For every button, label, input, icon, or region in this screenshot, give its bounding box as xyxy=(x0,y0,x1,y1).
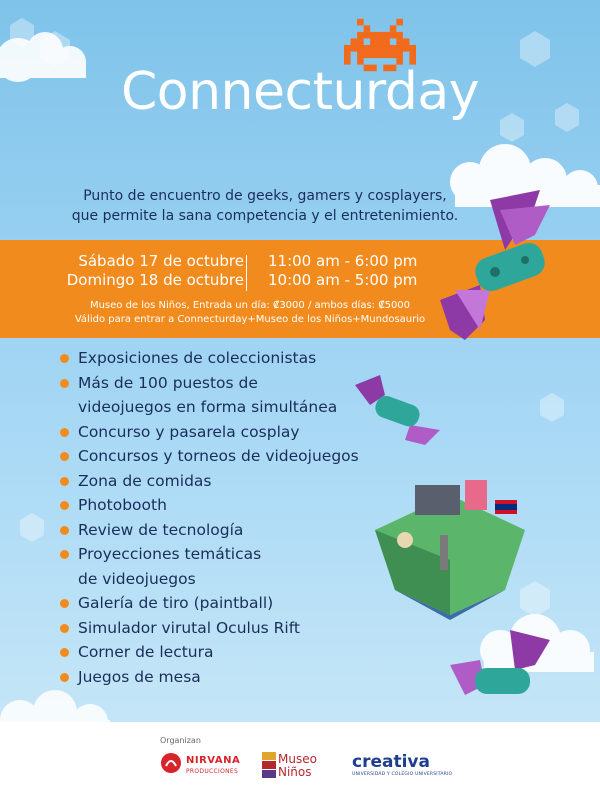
activity-item xyxy=(60,616,359,641)
activity-item xyxy=(60,469,359,494)
date-day2: Domingo 18 de octubre xyxy=(66,271,244,289)
intro-line-2: que permite la sana competencia y el entretenimiento. xyxy=(71,208,459,224)
bullet-dot-icon xyxy=(60,477,69,486)
nirvana-name: NIRVANA xyxy=(186,755,241,766)
activity-item xyxy=(60,371,359,420)
intro-line-1: Punto de encuentro de geeks, gamers y cosplayers, xyxy=(83,188,447,204)
schedule-dates xyxy=(54,252,244,290)
activity-label: Review de tecnología xyxy=(78,520,244,539)
activity-item xyxy=(60,591,359,616)
bullet-dot-icon xyxy=(60,354,69,363)
museo-line-1: Museo xyxy=(278,752,317,766)
venue-line-1: Museo de los Niños, Entrada un día: ₡3000 / ambos días: ₡5000 xyxy=(89,300,411,311)
activity-label: Simulador virutal Oculus Rift xyxy=(78,618,300,637)
activity-item xyxy=(60,542,359,591)
winged-gamepad-icon xyxy=(450,630,560,720)
activity-label: Concursos y torneos de videojuegos xyxy=(78,447,359,465)
time-day1: 11:00 am - 6:00 pm xyxy=(268,252,418,270)
event-title: Connecturday xyxy=(120,62,480,122)
activities-list xyxy=(60,346,359,689)
floating-island-icon xyxy=(355,460,545,620)
organizers-label: Organizan xyxy=(160,736,201,745)
activity-label: Más de 100 puestos de xyxy=(78,373,258,392)
bullet-dot-icon xyxy=(60,550,69,559)
bullet-dot-icon xyxy=(60,452,69,461)
bullet-dot-icon xyxy=(60,624,69,633)
activity-item xyxy=(60,665,359,690)
activity-label: Concurso y pasarela cosplay xyxy=(78,422,300,441)
activity-label: Zona de comidas xyxy=(78,471,212,490)
bullet-dot-icon xyxy=(60,379,69,388)
winged-gamepad-icon xyxy=(355,375,440,445)
venue-line-2: Válido para entrar a Connecturday+Museo de los Niños+Mundosaurio xyxy=(74,314,426,325)
activity-item xyxy=(60,493,359,518)
creativa-sub: UNIVERSIDAD Y COLEGIO UNIVERSITARIO xyxy=(352,772,453,777)
activity-label: Galería de tiro (paintball) xyxy=(78,594,274,612)
bullet-dot-icon xyxy=(60,501,69,510)
museo-logo-icon xyxy=(262,752,276,778)
bullet-dot-icon xyxy=(60,648,69,657)
nirvana-logo-icon xyxy=(160,752,182,774)
bullet-dot-icon xyxy=(60,673,69,682)
activity-label: Corner de lectura xyxy=(78,643,214,661)
bullet-dot-icon xyxy=(60,599,69,608)
nirvana-sub: PRODUCCIONES xyxy=(186,768,239,775)
activity-item xyxy=(60,420,359,445)
activity-item xyxy=(60,640,359,665)
activity-label: Exposiciones de coleccionistas xyxy=(78,349,317,367)
nirvana-logo xyxy=(160,752,240,782)
schedule-divider xyxy=(246,255,247,291)
activity-item xyxy=(60,518,359,543)
creativa-logo xyxy=(352,752,462,782)
winged-gamepad-icon xyxy=(420,190,570,350)
bullet-dot-icon xyxy=(60,428,69,437)
date-day1: Sábado 17 de octubre xyxy=(78,252,244,270)
museo-line-2: Niños xyxy=(278,765,312,779)
bullet-dot-icon xyxy=(60,526,69,535)
activity-label: Proyecciones temáticas xyxy=(78,545,262,563)
activity-item xyxy=(60,444,359,469)
venue-info xyxy=(40,299,460,327)
activity-label: Photobooth xyxy=(78,496,167,514)
activity-label-continued: videojuegos en forma simultánea xyxy=(78,398,338,416)
activity-label: Juegos de mesa xyxy=(78,667,201,686)
creativa-word: creativa xyxy=(352,752,430,772)
activity-item xyxy=(60,346,359,371)
time-day2: 10:00 am - 5:00 pm xyxy=(268,271,418,289)
activity-label-continued: de videojuegos xyxy=(78,569,196,588)
museo-logo xyxy=(262,750,332,782)
